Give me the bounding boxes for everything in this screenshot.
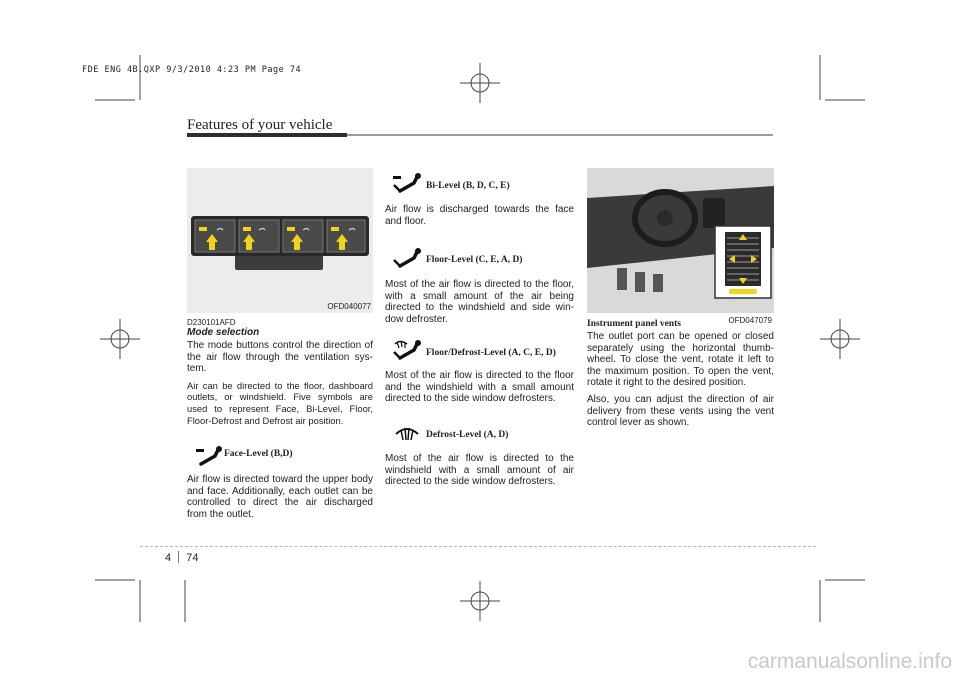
floor-level-text: Most of the air flow is directed to the floor, with a small amount of the air being directed to the windshield and side win-dow defroster. — [385, 279, 574, 325]
instrument-panel-illustration — [587, 168, 774, 313]
section-title: Features of your vehicle — [187, 117, 333, 133]
floor-level-icon — [392, 248, 424, 270]
figure-caption-right: OFD047079 — [728, 316, 772, 325]
page-number — [165, 551, 199, 564]
figure-caption: OFD040077 — [327, 302, 371, 311]
instrument-vents-text — [587, 331, 774, 434]
instrument-vents-heading: Instrument panel vents — [587, 319, 681, 329]
bi-level-label: Bi-Level (B, D, C, E) — [426, 181, 510, 191]
section-code: D230101AFD — [187, 318, 236, 327]
mode-buttons-figure — [187, 168, 373, 313]
printer-mark: FDE ENG 4B.QXP 9/3/2010 4:23 PM Page 74 — [82, 65, 302, 75]
bi-level-icon — [392, 173, 424, 195]
vents-para-2: Also, you can adjust the direction of air delivery from these vents using the vent control lever as shown. — [587, 393, 774, 429]
page-number-divider — [178, 551, 179, 563]
face-level-label: Face-Level (B,D) — [224, 449, 293, 459]
vents-para-1: The outlet port can be opened or closed separately using the horizontal thumb-wheel. To close the vent, rotate it left to the maximum position. To open the vent, rotate it right to the desired position. — [587, 331, 774, 389]
chapter-number: 4 — [165, 552, 172, 564]
bi-level-text: Air flow is discharged towards the face and floor. — [385, 204, 574, 227]
defrost-text: Most of the air flow is directed to the windshield with a small amount of air directed to the side window defrosters. — [385, 453, 574, 488]
defrost-icon — [394, 424, 420, 444]
face-level-text: Air flow is directed toward the upper body and face. Additionally, each outlet can be controlled to direct the air discharged from the outlet. — [187, 474, 373, 520]
mode-buttons-illustration — [187, 168, 373, 313]
page-value: 74 — [186, 552, 199, 564]
floor-level-label: Floor-Level (C, E, A, D) — [426, 255, 523, 265]
floor-defrost-text: Most of the air flow is directed to the floor and the windshield with a small amount directed to the side window defrosters. — [385, 370, 574, 405]
mode-selection-heading: Mode selection — [187, 327, 260, 338]
mode-selection-text — [187, 340, 373, 431]
title-rule-accent — [187, 133, 347, 137]
mode-para-1: The mode buttons control the direction of the air flow through the ventilation sys-tem. — [187, 340, 373, 375]
floor-defrost-label: Floor/Defrost-Level (A, C, E, D) — [426, 348, 556, 358]
mode-para-2: Air can be directed to the floor, dashboard outlets, or windshield. Five symbols are used to represent Face, Bi-Level, Floor, Floor-Defrost and Defrost air position. — [187, 379, 373, 426]
watermark[interactable]: carmanualsonline.info — [747, 650, 952, 673]
footer-rule — [140, 546, 816, 547]
face-level-icon — [195, 446, 223, 468]
defrost-label: Defrost-Level (A, D) — [426, 430, 509, 440]
floor-defrost-icon — [392, 338, 424, 362]
